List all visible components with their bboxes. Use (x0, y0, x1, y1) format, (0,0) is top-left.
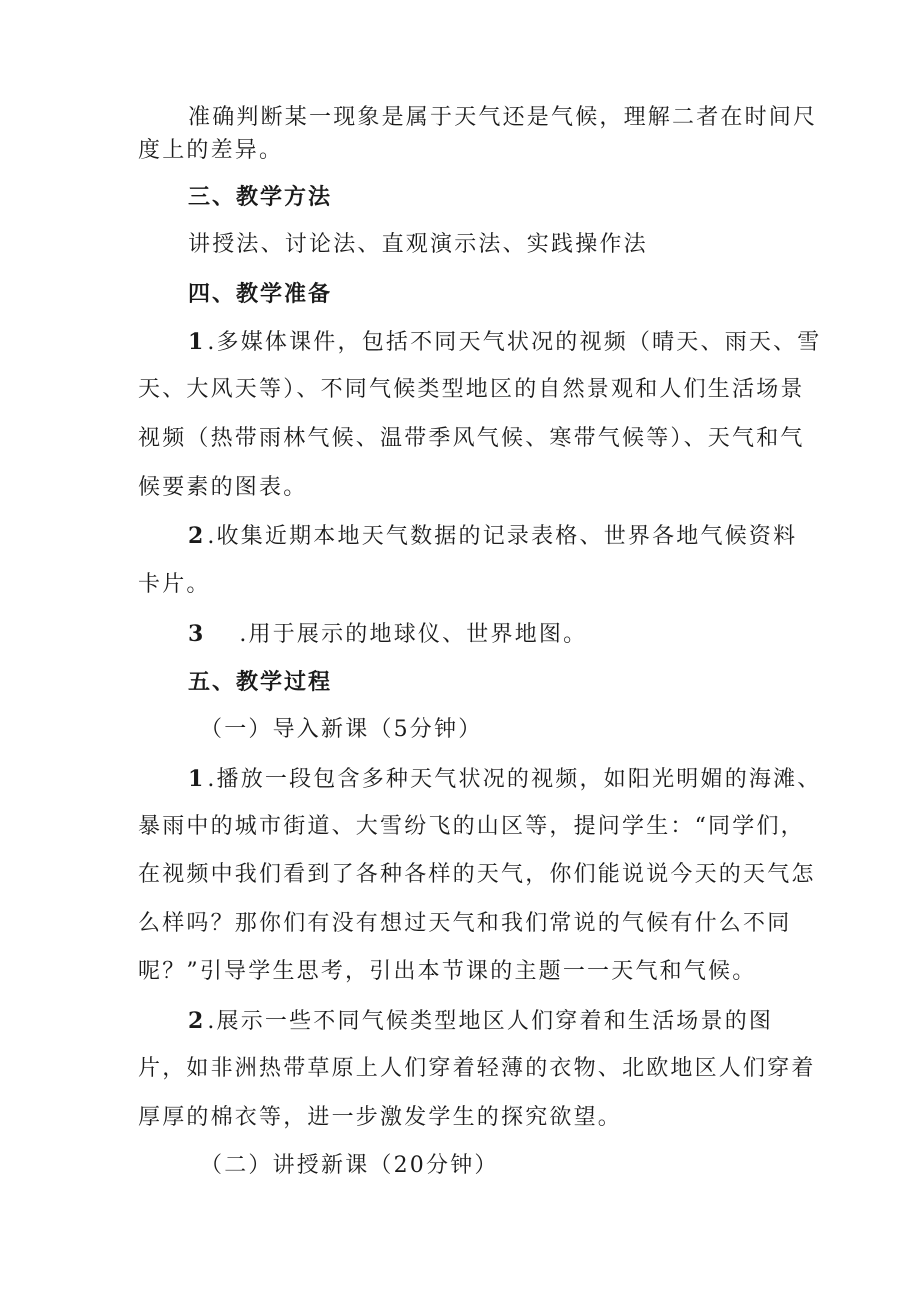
subsection-heading-lecture: （二）讲授新课（20分钟） (200, 1153, 499, 1178)
list-number: 1 (188, 329, 204, 355)
section-heading-methods: 三、教学方法 (188, 184, 333, 210)
list-item-text: .展示一些不同气候类型地区人们穿着和生活场景的图 (207, 1009, 774, 1034)
paragraph-line: 片，如非洲热带草原上人们穿着轻薄的衣物、北欧地区人们穿着 (138, 1056, 816, 1081)
paragraph-line: 天、大风天等）、不同气候类型地区的自然景观和人们生活场景 (138, 377, 805, 402)
list-item-1 (188, 327, 822, 358)
list-item-2 (188, 1006, 773, 1037)
list-item-2 (188, 521, 797, 552)
section-heading-process: 五、教学过程 (188, 669, 333, 695)
list-number: 2 (188, 1008, 204, 1034)
paragraph-line: 在视频中我们看到了各种各样的天气，你们能说说今天的天气怎 (138, 862, 816, 887)
list-item-text: .播放一段包含多种天气状况的视频，如阳光明媚的海滩、 (207, 767, 822, 792)
list-number: 2 (188, 523, 204, 549)
paragraph-line: 么样吗？那你们有没有想过天气和我们常说的气候有什么不同 (138, 911, 792, 936)
paragraph-line: 暴雨中的城市街道、大雪纷飞的山区等，提问学生：“同学们， (138, 814, 805, 839)
list-item-3 (188, 619, 587, 650)
list-item-text: .收集近期本地天气数据的记录表格、世界各地气候资料 (207, 524, 798, 549)
list-item-text: .多媒体课件，包括不同天气状况的视频（晴天、雨天、雪 (207, 330, 822, 355)
paragraph-line: 准确判断某一现象是属于天气还是气候，理解二者在时间尺 (188, 105, 818, 130)
paragraph-line: 厚厚的棉衣等，进一步激发学生的探究欲望。 (138, 1105, 623, 1130)
paragraph-line: 度上的差异。 (138, 138, 284, 163)
paragraph-line: 视频（热带雨林气候、温带季风气候、寒带气候等）、天气和气 (138, 426, 805, 451)
subsection-heading-intro: （一）导入新课（5分钟） (200, 717, 483, 742)
paragraph-line: 讲授法、讨论法、直观演示法、实践操作法 (188, 232, 648, 257)
list-item-1 (188, 764, 822, 795)
list-number: 1 (188, 766, 204, 792)
paragraph-line: 候要素的图表。 (138, 475, 308, 500)
paragraph-line: 卡片。 (138, 572, 211, 597)
list-item-text: .用于展示的地球仪、世界地图。 (239, 622, 588, 647)
section-heading-preparation: 四、教学准备 (188, 281, 333, 307)
list-number: 3 (188, 621, 204, 647)
paragraph-line: 呢？”引导学生思考，引出本节课的主题一一天气和气候。 (138, 959, 757, 984)
